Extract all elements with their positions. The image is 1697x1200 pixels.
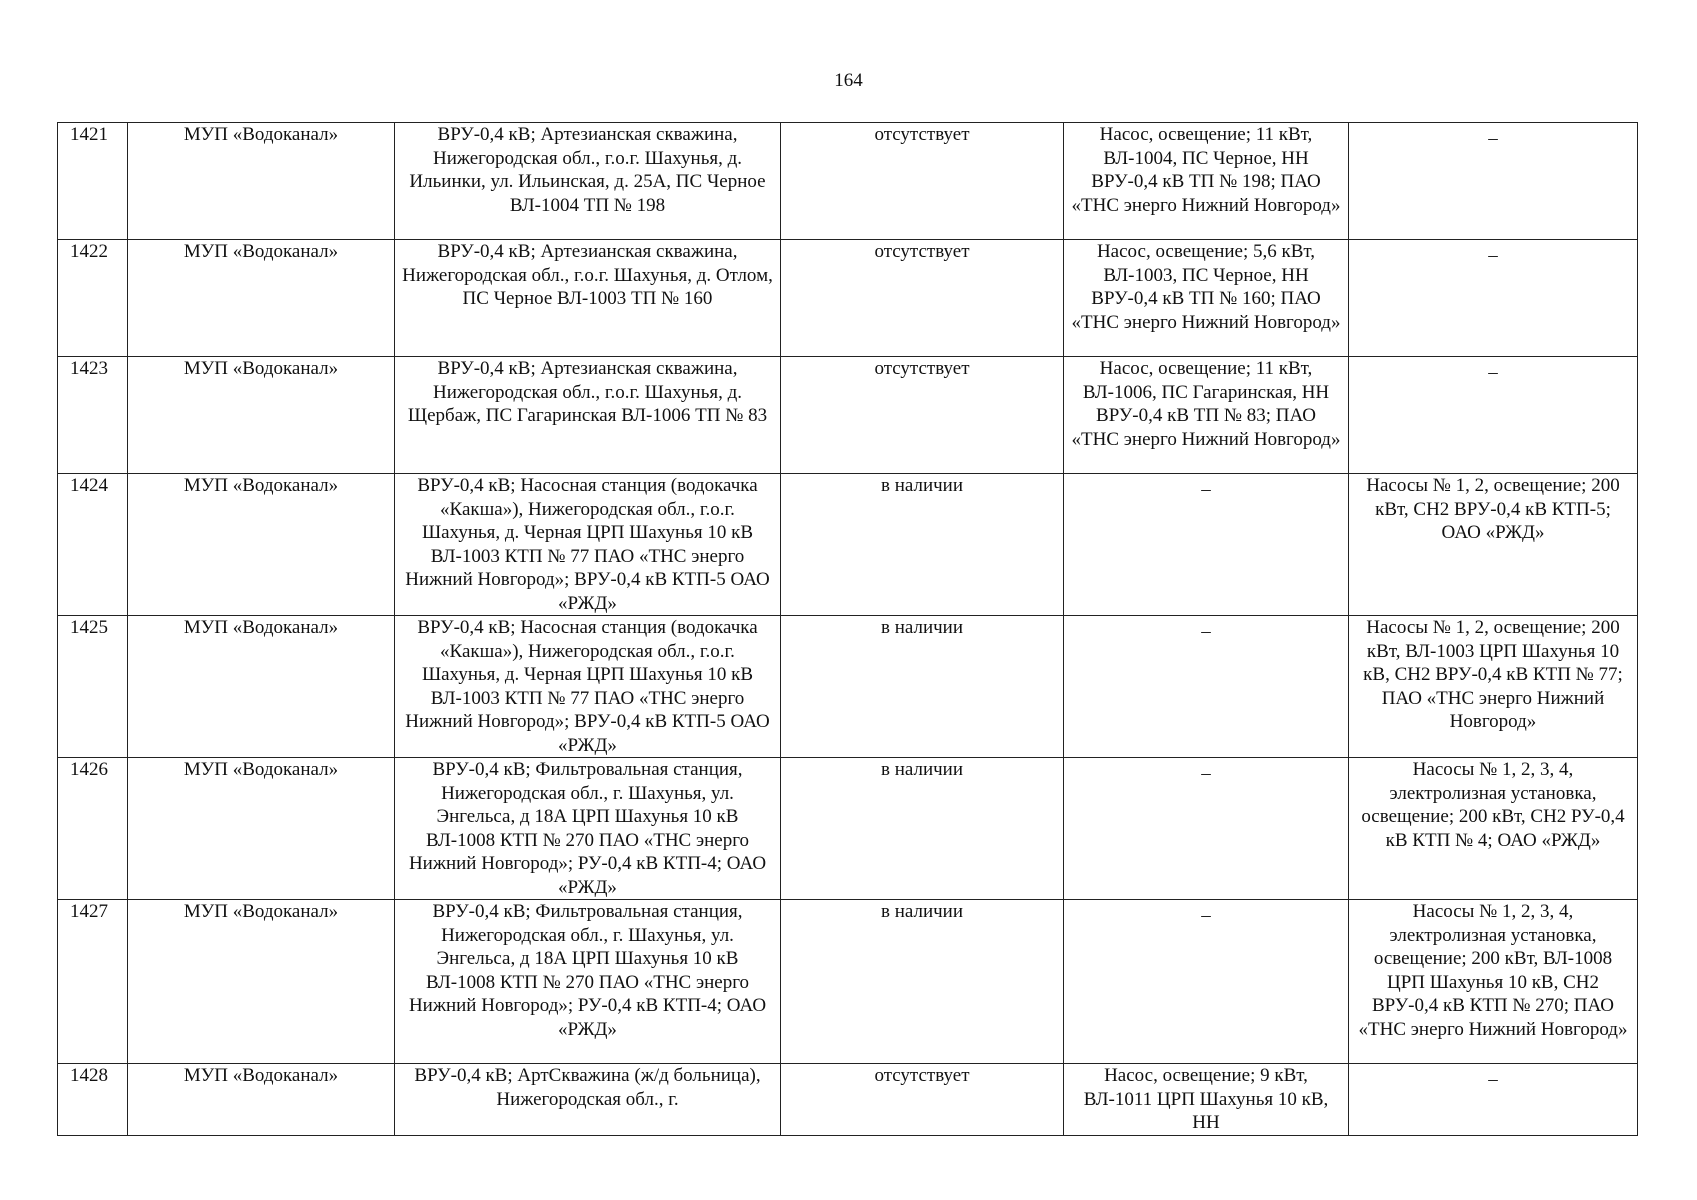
object-cell: ВРУ-0,4 кВ; Фильтровальная станция, Нижегородская обл., г. Шахунья, ул. Энгельса, д 18А ЦРП Шахунья 10 кВ ВЛ-1008 КТП № 270 ПАО «ТНС энерго Нижний Новгород»; РУ-0,4 кВ КТП-4; ОАО «РЖД» [395, 900, 781, 1064]
object-cell: ВРУ-0,4 кВ; Артезианская скважина, Нижегородская обл., г.о.г. Шахунья, д. Щербаж, ПС Гагаринская ВЛ-1006 ТП № 83 [395, 357, 781, 474]
supply-reserve-cell: Насосы № 1, 2, 3, 4, электролизная установка, освещение; 200 кВт, ВЛ-1008 ЦРП Шахунья 10 кВ, СН2 ВРУ-0,4 кВ КТП № 270; ПАО «ТНС энерго Нижний Новгород» [1349, 900, 1638, 1064]
row-number: 1423 [58, 357, 128, 474]
row-number: 1424 [58, 474, 128, 616]
object-cell: ВРУ-0,4 кВ; Насосная станция (водокачка «Какша»), Нижегородская обл., г.о.г. Шахунья, д. Черная ЦРП Шахунья 10 кВ ВЛ-1003 КТП № 77 ПАО «ТНС энерго Нижний Новгород»; ВРУ-0,4 кВ КТП-5 ОАО «РЖД» [395, 474, 781, 616]
table-row [58, 474, 1638, 616]
table-row [58, 123, 1638, 240]
supply-reserve-cell [1349, 1064, 1638, 1136]
supply-main-cell [1064, 758, 1349, 900]
supply-main-cell: Насос, освещение; 11 кВт, ВЛ-1006, ПС Гагаринская, НН ВРУ-0,4 кВ ТП № 83; ПАО «ТНС энерго Нижний Новгород» [1064, 357, 1349, 474]
table-row [58, 900, 1638, 1064]
organization-cell: МУП «Водоканал» [128, 616, 395, 758]
status-cell: отсутствует [781, 123, 1064, 240]
table-row [58, 1064, 1638, 1136]
supply-main-value: – [1201, 905, 1211, 926]
organization-cell: МУП «Водоканал» [128, 357, 395, 474]
supply-reserve-cell [1349, 240, 1638, 357]
supply-reserve-value: – [1488, 362, 1498, 383]
row-number: 1426 [58, 758, 128, 900]
table-row [58, 758, 1638, 900]
supply-reserve-value: – [1488, 1069, 1498, 1090]
organization-cell: МУП «Водоканал» [128, 240, 395, 357]
supply-main-value: – [1201, 621, 1211, 642]
object-cell: ВРУ-0,4 кВ; Фильтровальная станция, Нижегородская обл., г. Шахунья, ул. Энгельса, д 18А ЦРП Шахунья 10 кВ ВЛ-1008 КТП № 270 ПАО «ТНС энерго Нижний Новгород»; РУ-0,4 кВ КТП-4; ОАО «РЖД» [395, 758, 781, 900]
supply-reserve-value: – [1488, 245, 1498, 266]
row-number: 1428 [58, 1064, 128, 1136]
supply-main-value: – [1201, 479, 1211, 500]
registry-table [57, 122, 1638, 1136]
object-cell: ВРУ-0,4 кВ; АртСкважина (ж/д больница), Нижегородская обл., г. [395, 1064, 781, 1136]
supply-main-cell [1064, 616, 1349, 758]
status-cell: в наличии [781, 474, 1064, 616]
organization-cell: МУП «Водоканал» [128, 900, 395, 1064]
supply-reserve-value: – [1488, 128, 1498, 149]
status-cell: отсутствует [781, 1064, 1064, 1136]
object-cell: ВРУ-0,4 кВ; Артезианская скважина, Нижегородская обл., г.о.г. Шахунья, д. Отлом, ПС Черное ВЛ-1003 ТП № 160 [395, 240, 781, 357]
status-cell: в наличии [781, 900, 1064, 1064]
supply-reserve-cell [1349, 123, 1638, 240]
table-row [58, 616, 1638, 758]
organization-cell: МУП «Водоканал» [128, 1064, 395, 1136]
page-number: 164 [834, 70, 863, 91]
supply-main-cell: Насос, освещение; 9 кВт, ВЛ-1011 ЦРП Шахунья 10 кВ, НН [1064, 1064, 1349, 1136]
status-cell: в наличии [781, 616, 1064, 758]
supply-reserve-cell: Насосы № 1, 2, освещение; 200 кВт, ВЛ-1003 ЦРП Шахунья 10 кВ, СН2 ВРУ-0,4 кВ КТП № 77; ПАО «ТНС энерго Нижний Новгород» [1349, 616, 1638, 758]
supply-main-cell: Насос, освещение; 5,6 кВт, ВЛ-1003, ПС Черное, НН ВРУ-0,4 кВ ТП № 160; ПАО «ТНС энерго Нижний Новгород» [1064, 240, 1349, 357]
row-number: 1421 [58, 123, 128, 240]
supply-reserve-cell: Насосы № 1, 2, освещение; 200 кВт, СН2 ВРУ-0,4 кВ КТП-5; ОАО «РЖД» [1349, 474, 1638, 616]
supply-reserve-cell [1349, 357, 1638, 474]
table-row [58, 357, 1638, 474]
organization-cell: МУП «Водоканал» [128, 123, 395, 240]
status-cell: отсутствует [781, 357, 1064, 474]
status-cell: в наличии [781, 758, 1064, 900]
organization-cell: МУП «Водоканал» [128, 758, 395, 900]
table-row [58, 240, 1638, 357]
row-number: 1427 [58, 900, 128, 1064]
supply-main-cell [1064, 900, 1349, 1064]
row-number: 1425 [58, 616, 128, 758]
status-cell: отсутствует [781, 240, 1064, 357]
supply-main-cell: Насос, освещение; 11 кВт, ВЛ-1004, ПС Черное, НН ВРУ-0,4 кВ ТП № 198; ПАО «ТНС энерго Нижний Новгород» [1064, 123, 1349, 240]
object-cell: ВРУ-0,4 кВ; Насосная станция (водокачка «Какша»), Нижегородская обл., г.о.г. Шахунья, д. Черная ЦРП Шахунья 10 кВ ВЛ-1003 КТП № 77 ПАО «ТНС энерго Нижний Новгород»; ВРУ-0,4 кВ КТП-5 ОАО «РЖД» [395, 616, 781, 758]
object-cell: ВРУ-0,4 кВ; Артезианская скважина, Нижегородская обл., г.о.г. Шахунья, д. Ильинки, ул. Ильинская, д. 25А, ПС Черное ВЛ-1004 ТП № 198 [395, 123, 781, 240]
row-number: 1422 [58, 240, 128, 357]
organization-cell: МУП «Водоканал» [128, 474, 395, 616]
supply-reserve-cell: Насосы № 1, 2, 3, 4, электролизная установка, освещение; 200 кВт, СН2 РУ-0,4 кВ КТП № 4; ОАО «РЖД» [1349, 758, 1638, 900]
supply-main-value: – [1201, 763, 1211, 784]
supply-main-cell [1064, 474, 1349, 616]
